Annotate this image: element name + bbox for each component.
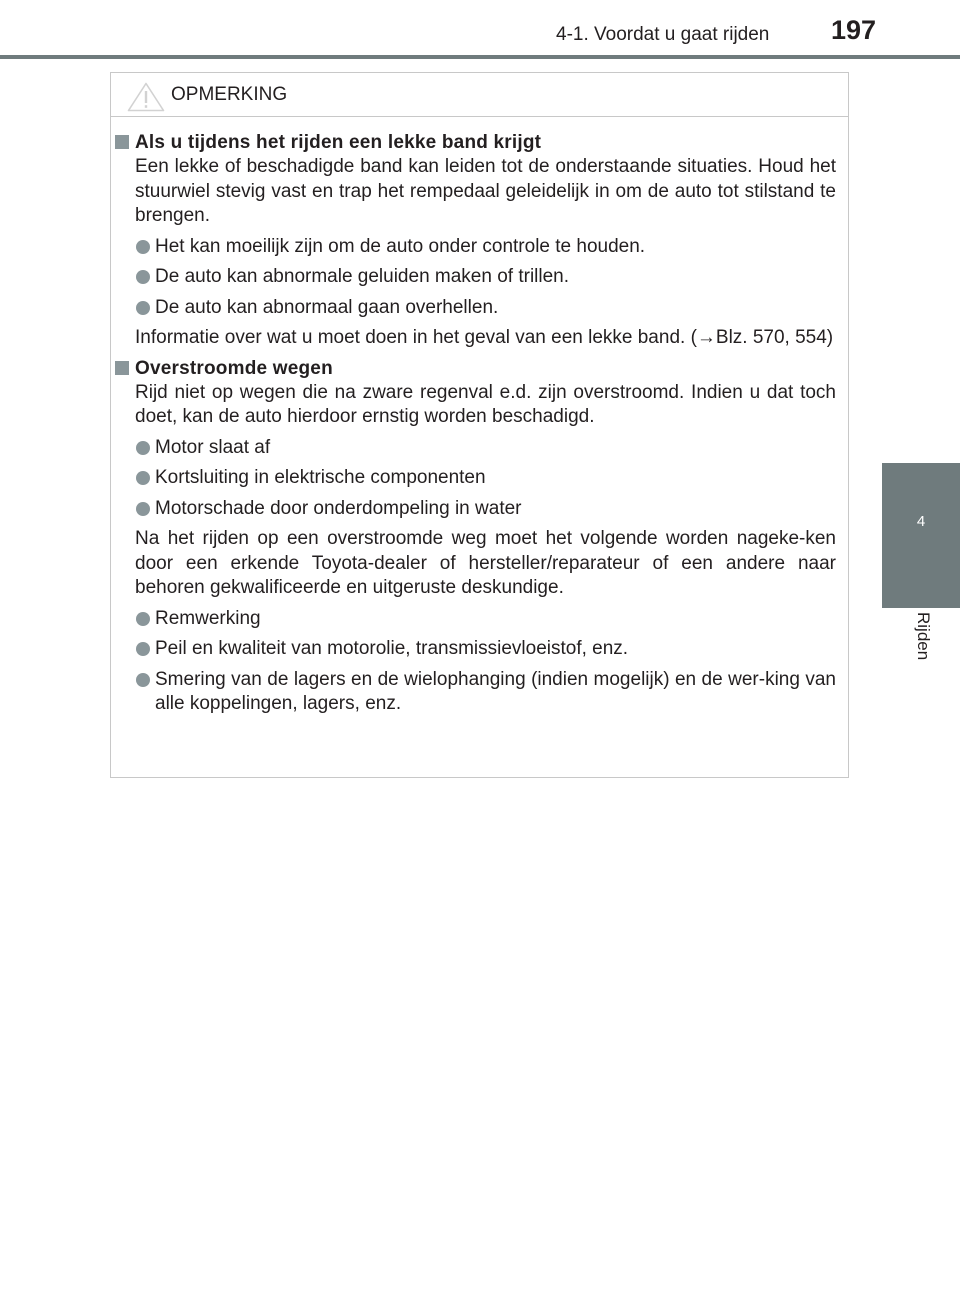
notice-header <box>111 73 848 117</box>
section-flooded-roads <box>111 357 848 717</box>
section-intro: Een lekke of beschadigde band kan leiden tot de onderstaande situaties. Houd het stuurwiel stevig vast en trap het rempedaal geleidelijk in om de auto tot stilstand te brengen. <box>135 156 836 226</box>
section-heading <box>111 357 848 381</box>
list-item <box>135 607 836 632</box>
round-bullet-icon <box>136 612 150 626</box>
list-item-text: Het kan moeilijk zijn om de auto onder controle te houden. <box>155 235 646 257</box>
list-item <box>135 497 836 522</box>
list-item-text: Motor slaat af <box>155 436 271 458</box>
list-item <box>135 436 836 461</box>
notice-box <box>110 72 849 778</box>
round-bullet-icon <box>136 240 150 254</box>
round-bullet-icon <box>136 502 150 516</box>
list-item <box>135 296 836 321</box>
page-number: 197 <box>831 15 877 45</box>
round-bullet-icon <box>136 471 150 485</box>
list-item-text: Smering van de lagers en de wielophanging (indien mogelijk) en de wer-king van alle koppelingen, lagers, enz. <box>155 668 836 714</box>
list-item <box>135 466 836 491</box>
list-item-text: Kortsluiting in elektrische componenten <box>155 467 486 488</box>
list-item <box>135 265 836 290</box>
round-bullet-icon <box>136 673 150 687</box>
warning-triangle-icon <box>127 82 165 112</box>
notice-body <box>111 131 848 717</box>
section-heading-text: Als u tijdens het rijden een lekke band krijgt <box>135 132 542 153</box>
header-divider <box>0 55 960 59</box>
chapter-number: 4 <box>916 513 926 530</box>
list-item-text: Peil en kwaliteit van motorolie, transmissievloeistof, enz. <box>155 638 629 659</box>
section-reference: Informatie over wat u moet doen in het geval van een lekke band. (→Blz. 570, 554) <box>135 327 834 348</box>
round-bullet-icon <box>136 441 150 455</box>
notice-title: OPMERKING <box>171 84 288 105</box>
round-bullet-icon <box>136 270 150 284</box>
list-item <box>135 637 836 662</box>
section-inspection-note: Na het rijden op een overstroomde weg moet het volgende worden nageke-ken door een erkende Toyota-dealer of hersteller/reparateur of een andere naar behoren gekwalificeerde en uitgeruste deskundige. <box>135 528 836 598</box>
list-item-text: De auto kan abnormale geluiden maken of trillen. <box>155 266 570 287</box>
square-bullet-icon <box>115 135 129 149</box>
section-flat-tire <box>111 131 848 351</box>
running-header-section: 4-1. Voordat u gaat rijden <box>556 24 770 45</box>
chapter-title: Rijden <box>914 612 933 661</box>
list-item-text: Remwerking <box>155 607 261 629</box>
section-intro: Rijd niet op wegen die na zware regenval e.d. zijn overstroomd. Indien u dat toch doet, kan de auto hierdoor ernstig worden beschadigd. <box>135 381 836 427</box>
round-bullet-icon <box>136 301 150 315</box>
section-heading <box>111 131 848 155</box>
list-item <box>135 668 836 717</box>
list-item-text: Motorschade door onderdompeling in water <box>155 497 522 519</box>
list-item <box>135 235 836 260</box>
list-item-text: De auto kan abnormaal gaan overhellen. <box>155 296 499 318</box>
round-bullet-icon <box>136 642 150 656</box>
square-bullet-icon <box>115 361 129 375</box>
section-heading-text: Overstroomde wegen <box>135 357 333 379</box>
chapter-tab <box>882 463 960 608</box>
